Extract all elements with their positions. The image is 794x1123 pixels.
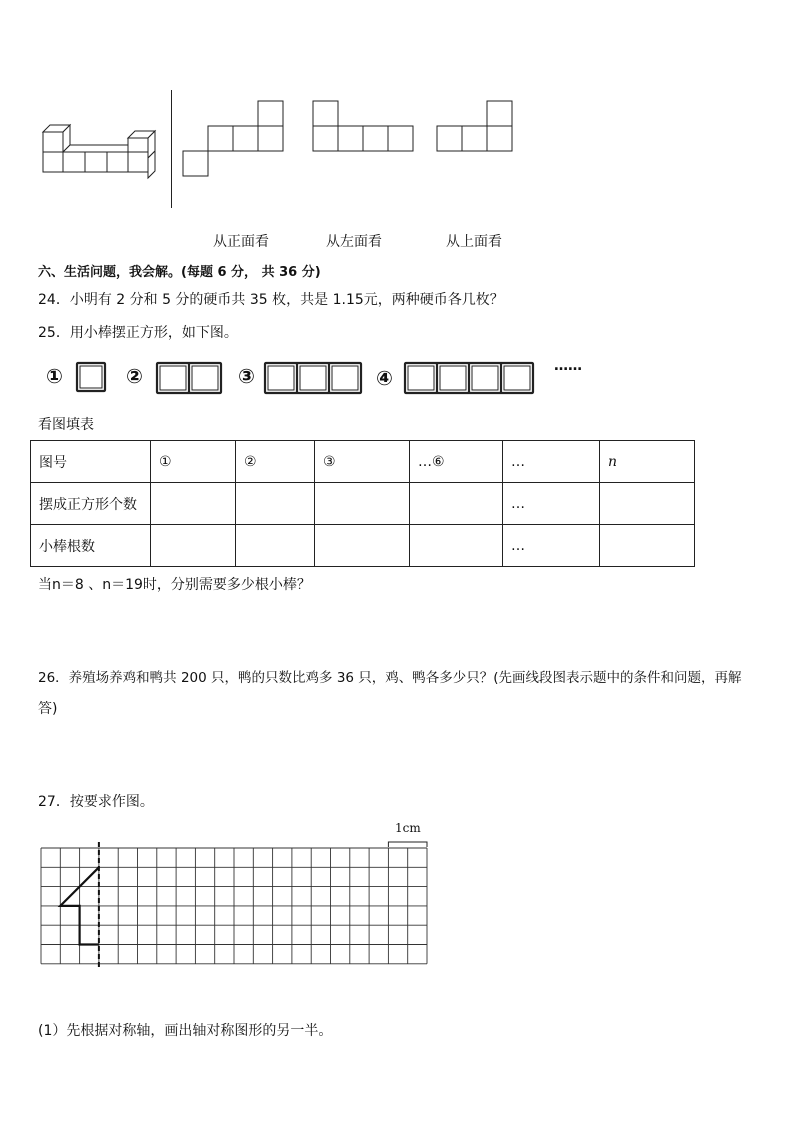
stick-figure-1 xyxy=(74,360,108,396)
table-cell[interactable] xyxy=(315,483,410,525)
table-cell: 小棒根数 xyxy=(31,525,151,567)
stick-figure-ellipsis: …… xyxy=(554,358,582,374)
question-25: 25．用小棒摆正方形，如下图。 xyxy=(38,325,238,341)
question-26-line1: 26．养殖场养鸡和鸭共 200 只，鸭的只数比鸡多 36 只，鸡、鸭各多少只？(先画线段图表示题中的条件和问题，再解 xyxy=(38,670,742,686)
table-cell: 图号 xyxy=(31,441,151,483)
fill-in-table xyxy=(30,440,695,567)
question-27: 27．按要求作图。 xyxy=(38,794,154,810)
table-cell: … xyxy=(503,525,600,567)
question-26-line2: 答) xyxy=(38,701,58,717)
section-heading: 六、生活问题，我会解。(每题 6 分， 共 36 分) xyxy=(38,265,321,280)
table-cell[interactable] xyxy=(600,483,695,525)
table-cell: ① xyxy=(151,441,236,483)
stick-figure-3-label: ③ xyxy=(238,364,255,388)
table-cell: n xyxy=(600,441,695,483)
table-cell[interactable] xyxy=(151,525,236,567)
question-27-sub1: (1）先根据对称轴，画出轴对称图形的另一半。 xyxy=(38,1023,333,1039)
table-cell: … xyxy=(503,441,600,483)
scale-label: 1cm xyxy=(395,821,421,835)
left-view-figure xyxy=(312,100,414,153)
stick-figure-3 xyxy=(262,360,366,398)
scale-bracket xyxy=(388,842,427,847)
cube-stack-figure xyxy=(40,120,155,180)
table-cell: ② xyxy=(236,441,315,483)
stick-figure-2 xyxy=(154,360,226,398)
table-caption: 看图填表 xyxy=(38,417,94,433)
table-cell: ③ xyxy=(315,441,410,483)
question-25-followup: 当n＝8 、n＝19时，分别需要多少根小棒？ xyxy=(38,577,311,593)
divider-line xyxy=(171,90,172,208)
table-cell[interactable] xyxy=(151,483,236,525)
table-cell[interactable] xyxy=(315,525,410,567)
stick-figure-2-label: ② xyxy=(126,364,143,388)
top-view-figure xyxy=(436,100,514,153)
stick-figure-1-label: ① xyxy=(46,364,63,388)
table-row xyxy=(31,483,695,525)
front-view-figure xyxy=(182,100,284,178)
left-view-label: 从左面看 xyxy=(326,234,382,250)
stick-figure-4-label: ④ xyxy=(376,366,393,390)
table-cell[interactable] xyxy=(600,525,695,567)
table-cell: …⑥ xyxy=(410,441,503,483)
table-cell: … xyxy=(503,483,600,525)
table-cell[interactable] xyxy=(236,483,315,525)
table-cell: 摆成正方形个数 xyxy=(31,483,151,525)
drawing-grid[interactable] xyxy=(40,838,430,974)
top-view-label: 从上面看 xyxy=(446,234,502,250)
table-header-row xyxy=(31,441,695,483)
table-row xyxy=(31,525,695,567)
table-cell[interactable] xyxy=(410,525,503,567)
stick-figure-4 xyxy=(402,360,538,398)
table-cell[interactable] xyxy=(410,483,503,525)
table-cell[interactable] xyxy=(236,525,315,567)
front-view-label: 从正面看 xyxy=(213,234,269,250)
question-24: 24．小明有 2 分和 5 分的硬币共 35 枚，共是 1.15元，两种硬币各几枚？ xyxy=(38,292,504,308)
